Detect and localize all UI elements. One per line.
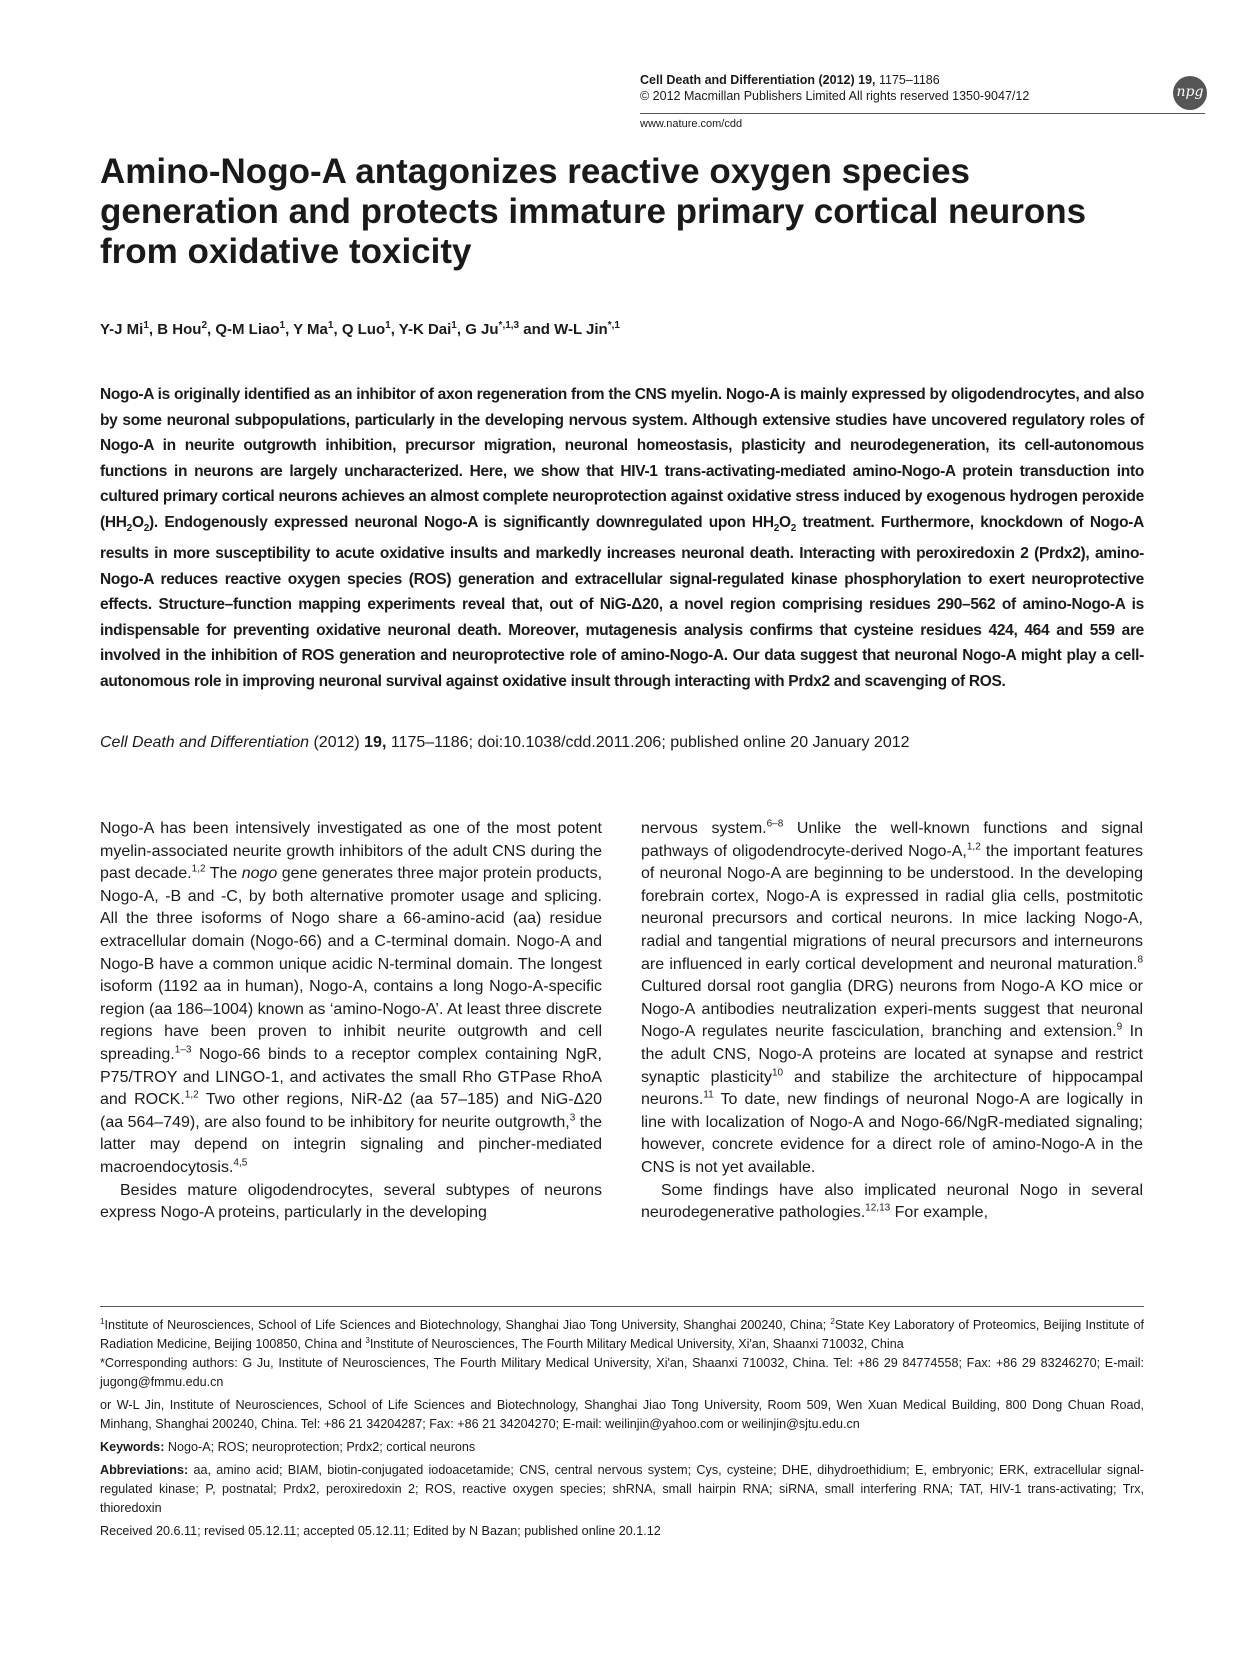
body-column-right [641,818,1143,1225]
author: Q Luo [341,321,386,338]
author: Q-M Liao [215,321,280,338]
keywords: Keywords: Nogo-A; ROS; neuroprotection; Prdx2; cortical neurons [100,1440,476,1454]
journal-name: Cell Death and Differentiation [640,73,816,87]
journal-url[interactable]: www.nature.com/cdd [640,118,743,130]
body-column-left [100,818,602,1225]
journal-year-volume: (2012) 19, [818,73,876,87]
affiliation-mark: *,1 [607,320,620,331]
abbreviations: Abbreviations: aa, amino acid; BIAM, biotin-conjugated iodoacetamide; CNS, central nervous system; Cys, cysteine; DHE, dihydroethidium; E, embryonic; ERK, extracellular signal-regulated kinase; P, postnatal; Prdx2, peroxiredoxin 2; ROS, reactive oxygen species; shRNA, small hairpin RNA; siRNA, small interfering RNA; TAT, HIV-1 trans-activating; Trx, thioredoxin [100,1463,1144,1515]
affiliations: $^1$Institute of Neurosciences, School of Life Sciences and Biotechnology, Shanghai Jiao Tong University, Shanghai 200240, China; $^2$State Key Laboratory of Proteomics, Beijing Institute of Radiation Medicine, Beijing 100850, China and $^3$Institute of Neurosciences, The Fourth Military Medical University, Xi'an, Shaanxi 710032, China *Corresponding authors: G Ju, Institute of Neurosciences, The Fourth Military Medical University, Xi'an, Shaanxi 710032, China. Tel: +86 29 84774558; Fax: +86 29 83246270; E-mail: jugong@fmmu.edu.cn [100,1316,1144,1389]
journal-header [640,72,1029,104]
article-title: Amino-Nogo-A antagonizes reactive oxygen species generation and protects immature primary cortical neurons from oxidative toxicity [100,152,1087,271]
copyright-line: © 2012 Macmillan Publishers Limited All rights reserved 1350-9047/12 [640,89,1030,103]
received-dates: Received 20.6.11; revised 05.12.11; accepted 05.12.11; Edited by N Bazan; published online 20.1.12 [100,1524,661,1538]
npg-logo: npg [1173,76,1207,110]
affiliation-mark: 1 [451,320,457,331]
citation-line: Cell Death and Differentiation (2012) 19, 1175–1186; doi:10.1038/cdd.2011.206; published online 20 January 2012 [100,734,910,751]
journal-pages: 1175–1186 [878,73,940,87]
affiliation-mark: 1 [385,320,391,331]
paragraph: Besides mature oligodendrocytes, several subtypes of neurons express Nogo-A proteins, particularly in the developing [100,1181,602,1222]
author-list: Y-J Mi$^1$, B Hou$^2$, Q-M Liao$^1$, Y Ma$^1$, Q Luo$^1$, Y-K Dai$^1$, G $Ju^{*,1,3}$ and W-L Jin$^{*,1}$ [100,320,620,338]
footnotes [100,1316,1144,1545]
author: B Hou [157,321,202,338]
author: Y Ma [293,321,328,338]
corresponding-author-1: *Corresponding authors: G Ju, Institute of Neurosciences, The Fourth Military Medical University, Xi'an, Shaanxi 710032, China. Tel: +86 29 84774558; Fax: +86 29 83246270; E-mail: jugong@fmmu.edu.cn [100,1356,1144,1389]
corresponding-author-2: or W-L Jin, Institute of Neurosciences, School of Life Sciences and Biotechnology, Shanghai Jiao Tong University, Room 509, Wen Xuan Medical Building, 800 Dong Chuan Road, Minhang, Shanghai 200240, China. Tel: +86 21 34204287; Fax: +86 21 34204270; E-mail: weilinjin@yahoo.com or weilinjin@sjtu.edu.cn [100,1398,1144,1431]
abstract: Nogo-A is originally identified as an inhibitor of axon regeneration from the CNS myelin. Nogo-A is mainly expressed by oligodendrocytes, and also by some neuronal subpopulations, particularly in the developing nervous system. Although extensive studies have uncovered regulatory roles of Nogo-A in neurite outgrowth inhibition, precursor migration, neuronal homeostasis, plasticity and neurodegeneration, its cell-autonomous functions in neurons are largely uncharacterized. Here, we show that HIV-1 trans-activating-mediated amino-Nogo-A protein transduction into cultured primary cortical neurons achieves an almost complete neuroprotection against oxidative stress induced by exogenous hydrogen peroxide $(HH_2O_2)$. Endogenously expressed neuronal Nogo-A is significantly downregulated upon $HH_2O_2$ treatment. Furthermore, knockdown of Nogo-A results in more susceptibility to acute oxidative insults and markedly increases neuronal death. Interacting with peroxiredoxin 2 (Prdx2), amino-Nogo-A reduces reactive oxygen species (ROS) generation and extracellular signal-regulated kinase phosphorylation to exert neuroprotective effects. Structure–function mapping experiments reveal that, out of NiG-Δ20, a novel region comprising residues 290–562 of amino-Nogo-A is indispensable for preventing oxidative neuronal death. Moreover, mutagenesis analysis confirms that cysteine residues 424, 464 and 559 are involved in the inhibition of ROS generation and neuroprotective role of amino-Nogo-A. Our data suggest that neuronal Nogo-A might play a cell-autonomous role in improving neuronal survival against oxidative insult through interacting with Prdx2 and scavenging of ROS. [100,386,1144,690]
footnote-divider [100,1306,1144,1307]
author: Y-J Mi [100,321,144,338]
affiliation-mark: 1 [143,320,149,331]
paragraph: Nogo-A has been intensively investigated as one of the most potent myelin-associated neurite growth inhibitors of the adult CNS during the past decade.$^{1,2}$ The nogo gene generates three major protein products, Nogo-A, -B and -C, by both alternative promoter usage and splicing. All the three isoforms of Nogo share a 66-amino-acid (aa) residue extracellular domain (Nogo-66) and a C-terminal domain. Nogo-A and Nogo-B have a common unique acidic N-terminal domain. The longest isoform (1192 aa in human), Nogo-A, contains a long Nogo-A-specific region (aa 186–1004) known as ‘amino-Nogo-A’. At least three discrete regions have been proven to inhibit neurite outgrowth and cell spreading.$^{1-3}$ Nogo-66 binds to a receptor complex containing NgR, P75/TROY and LINGO-1, and activates the small Rho GTPase RhoA and ROCK.$^{1,2}$ Two other regions, NiR-Δ2 (aa 57–185) and NiG-Δ20 (aa 564–749), are also found to be inhibitory for neurite outgrowth,$^3$ the latter may depend on integrin signaling and pincher-mediated macroendocytosis.$^{4,5}$ [100,820,603,1176]
paragraph: nervous system.$^{6-8}$ Unlike the well-known functions and signal pathways of oligodendrocyte-derived Nogo-A,$^{1,2}$ the important features of neuronal Nogo-A are beginning to be understood. In the developing forebrain cortex, Nogo-A is expressed in radial glia cells, postmitotic neuronal precursors and cortical neurons. In mice lacking Nogo-A, radial and tangential migrations of neural precursors and interneurons are influenced in early cortical development and neuronal maturation.$^8$ Cultured dorsal root ganglia (DRG) neurons from Nogo-A KO mice or Nogo-A antibodies neutralization experi-ments suggest that neuronal Nogo-A regulates neurite fasciculation, branching and extension.$^9$ In the adult CNS, Nogo-A proteins are located at synapse and restrict synaptic plasticity$^{10}$ and stabilize the architecture of hippocampal neurons.$^{11}$ To date, new findings of neuronal Nogo-A are logically in line with localization of Nogo-A and Nogo-66/NgR-mediated signaling; however, concrete evidence for a direct role of amino-Nogo-A in the CNS is not yet available. [641,818,1143,1176]
author: G Ju [465,321,499,338]
affiliation-mark: 1 [327,320,334,331]
paragraph: Some findings have also implicated neuronal Nogo in several neurodegenerative pathologies.$^{12,13}$ For example, [641,1181,1143,1222]
affiliation-mark: *,1,3 [498,320,520,331]
affiliation-mark: 2 [201,320,207,331]
author: W-L Jin [554,321,608,338]
affiliation-mark: 1 [279,320,286,331]
author: Y-K Dai [398,321,452,338]
header-divider [640,113,1205,114]
